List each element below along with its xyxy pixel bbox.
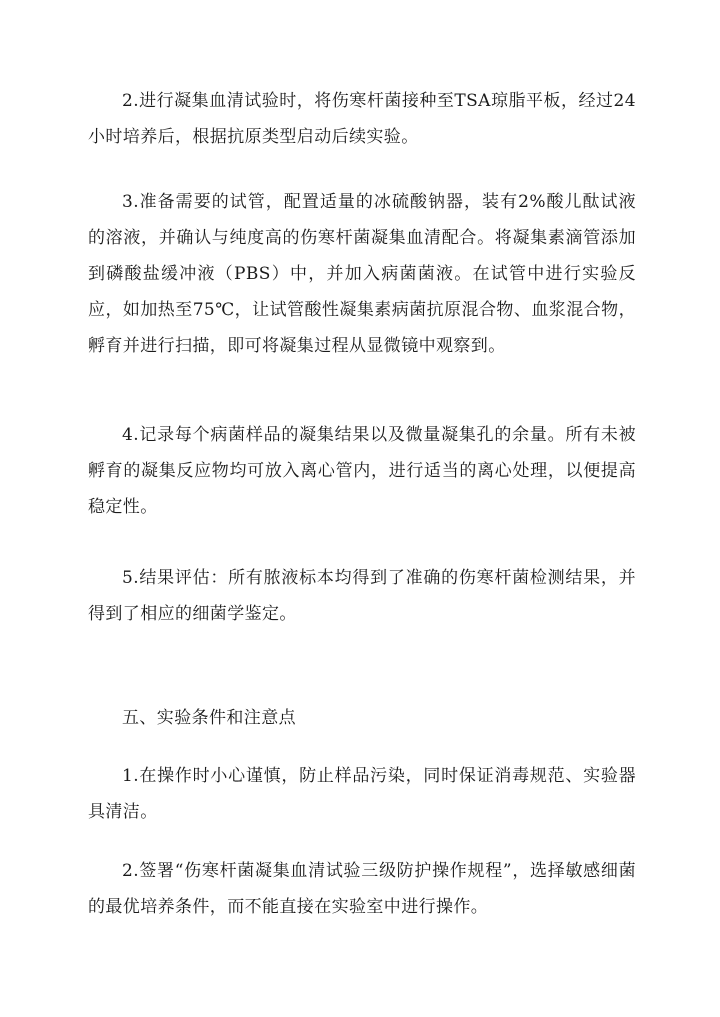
paragraph-step-4: 4.记录每个病菌样品的凝集结果以及微量凝集孔的余量。所有未被孵育的凝集反应物均可放入离心管内，进行适当的离心处理，以便提高稳定性。 bbox=[88, 425, 636, 517]
paragraph-step-2: 2.进行凝集血清试验时，将伤寒杆菌接种至TSA琼脂平板，经过24小时培养后，根据抗原类型启动后续实验。 bbox=[88, 91, 636, 147]
section-heading-experiment-conditions: 五、实验条件和注意点 bbox=[122, 708, 296, 728]
paragraph-step-5: 5.结果评估：所有脓液标本均得到了准确的伤寒杆菌检测结果，并得到了相应的细菌学鉴定。 bbox=[88, 568, 636, 624]
paragraph-note-1: 1.在操作时小心谨慎，防止样品污染，同时保证消毒规范、实验器具清洁。 bbox=[88, 766, 636, 822]
paragraph-note-2: 2.签署“伤寒杆菌凝集血清试验三级防护操作规程”，选择敏感细菌的最优培养条件，而不能直接在实验室中进行操作。 bbox=[88, 861, 636, 917]
paragraph-step-3: 3.准备需要的试管，配置适量的冰硫酸钠器，装有2%酸儿酞试液的溶液，并确认与纯度高的伤寒杆菌凝集血清配合。将凝集素滴管添加到磷酸盐缓冲液（PBS）中，并加入病菌菌液。在试管中进行实验反应，如加热至75℃，让试管酸性凝集素病菌抗原混合物、血浆混合物，孵育并进行扫描，即可将凝集过程从显微镜中观察到。 bbox=[88, 192, 636, 356]
